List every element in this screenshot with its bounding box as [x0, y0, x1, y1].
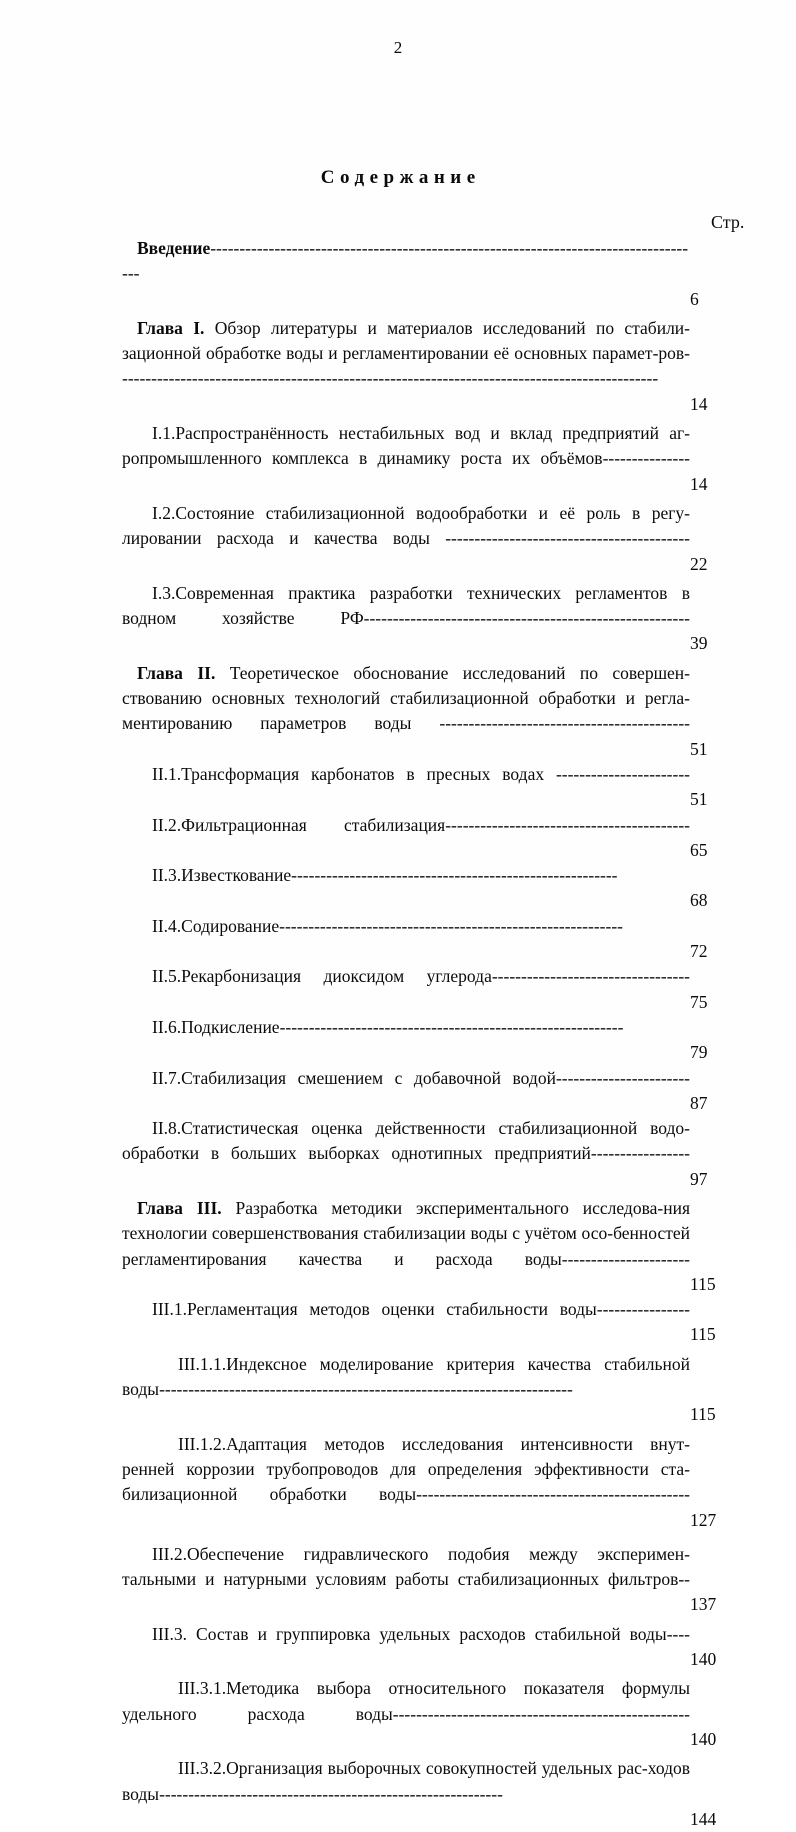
- toc-entry-title: III.3. Состав и группировка удельных расходов стабильной воды: [152, 1623, 667, 1644]
- toc-entry[interactable]: [122, 581, 734, 657]
- toc-entry-label: Глава III.: [137, 1197, 222, 1218]
- toc-entry-text: [122, 1196, 690, 1297]
- toc-entry-title: I.3.Современная практика разработки технических регламентов в водном хозяйстве РФ: [122, 582, 690, 629]
- toc-entry-text: [122, 914, 690, 965]
- toc-entry[interactable]: [122, 863, 734, 914]
- toc-entry-title: III.3.1.Методика выбора относительного показателя формулы удельного расхода воды: [122, 1678, 690, 1724]
- toc-entry-title: II.7.Стабилизация смешением с добавочной водой: [152, 1067, 556, 1088]
- toc-entry[interactable]: [122, 1116, 734, 1192]
- toc-entry-title: III.1.2.Адаптация методов исследования интенсивности внут-ренней коррозии трубопроводов для определения эффективности ста-билизационной обработки воды: [122, 1433, 690, 1505]
- toc-entry-page-number: 115: [690, 1273, 716, 1294]
- toc-entry-page-number: 51: [690, 738, 708, 759]
- toc-entry[interactable]: [122, 316, 734, 417]
- toc-entry-page-number: 79: [690, 1042, 708, 1063]
- toc-entry-page-number: 115: [690, 1324, 716, 1345]
- toc-entry-text: [122, 1116, 690, 1192]
- page-number-folio: 2: [393, 38, 403, 57]
- toc-leader-dashes: -----------------------------------------------------------: [159, 1783, 503, 1804]
- toc-entry[interactable]: [122, 1622, 734, 1673]
- toc-entry-text: [122, 1542, 690, 1618]
- toc-entry-page-number: 87: [690, 1092, 708, 1113]
- toc-entry[interactable]: [122, 1066, 734, 1117]
- toc-entry-page-number: 65: [690, 839, 708, 860]
- toc-leader-dashes: -----------------------------------------------: [416, 1484, 690, 1505]
- toc-entry-title: I.2.Состояние стабилизационной водообработки и её роль в регу-лировании расхода и качества воды: [122, 502, 690, 549]
- toc-entry-title: II.1.Трансформация карбонатов в пресных водах: [152, 763, 556, 784]
- toc-leader-dashes: -----------------------------------------------------------------------: [159, 1379, 573, 1400]
- toc-entry[interactable]: [122, 1015, 734, 1066]
- toc-entry[interactable]: [122, 1542, 734, 1618]
- toc-entry-label: Введение: [137, 238, 211, 258]
- toc-leader-dashes: -------------------------------------------: [439, 713, 690, 734]
- toc-entry-title: III.2.Обеспечение гидравлического подобия между эксперимен-тальными и натурными условиям работы стабилизационных фильтров: [122, 1543, 690, 1590]
- toc-leader-dashes: -----------------: [590, 1143, 690, 1164]
- toc-leader-dashes: --: [678, 1569, 690, 1590]
- toc-entry-page-number: 68: [690, 890, 708, 911]
- toc-leader-dashes: ------------------------------------------: [445, 528, 690, 549]
- toc-entry[interactable]: [122, 661, 734, 762]
- toc-entry-text: [122, 1352, 690, 1428]
- toc-entry-page-number: 22: [690, 553, 708, 574]
- toc-leader-dashes: --------------------------------------------------------: [363, 608, 690, 629]
- toc-entry-text: [122, 1297, 690, 1348]
- toc-entry-page-number: 144: [690, 1808, 717, 1829]
- toc-entry[interactable]: [122, 236, 734, 312]
- toc-entry-page-number: 127: [690, 1509, 717, 1530]
- toc-leader-dashes: -----------------------------------------------------------: [279, 915, 623, 936]
- toc-entry-text: [122, 501, 690, 577]
- toc-entry-text: [122, 1676, 690, 1752]
- toc-leader-dashes: ----------------: [596, 1299, 690, 1320]
- toc-entry-page-number: 115: [690, 1404, 716, 1425]
- toc-entry-page-number: 51: [690, 789, 708, 810]
- toc-entry-title: II.5.Рекарбонизация диоксидом углерода: [152, 966, 492, 987]
- toc-entry-title: III.3.2.Организация выборочных совокупностей удельных рас-ходов воды: [122, 1758, 690, 1804]
- toc-entry-text: [122, 236, 690, 312]
- toc-entry-text: [122, 421, 690, 497]
- toc-leader-dashes: -----------------------: [555, 1067, 690, 1088]
- toc-leader-dashes: -----------------------: [555, 763, 690, 784]
- toc-entry-text: [122, 1622, 690, 1673]
- toc-entry-page-number: 72: [690, 941, 708, 962]
- toc-entry-page-number: 137: [690, 1594, 717, 1615]
- toc-entry-title: III.1.1.Индексное моделирование критерия качества стабильной воды: [122, 1353, 690, 1400]
- toc-entry-page-number: 6: [690, 288, 699, 309]
- toc-entry[interactable]: [122, 964, 734, 1015]
- toc-entry-text: [122, 316, 690, 417]
- toc-entry[interactable]: [122, 914, 734, 965]
- pages-column-header: Стр.: [711, 212, 745, 232]
- toc-leader-dashes: ---------------: [602, 448, 690, 469]
- toc-entry-title: Теоретическое обоснование исследований по совершен-ствованию основных технологий стабилизационной обработки и регла-ментированию параметров воды: [122, 662, 691, 734]
- toc-leader-dashes: ----------------------: [561, 1248, 690, 1269]
- toc-entry[interactable]: [122, 421, 734, 497]
- toc-leader-dashes: ----: [666, 1623, 690, 1644]
- toc-entry-text: [122, 1015, 690, 1066]
- toc-entry-text: [122, 1066, 690, 1117]
- toc-leader-dashes: -------------------------------------------------------------------------------------: [122, 238, 689, 284]
- toc-entry-page-number: 14: [690, 473, 708, 494]
- toc-leader-dashes: ----------------------------------: [491, 966, 690, 987]
- toc-entry[interactable]: [122, 1297, 734, 1348]
- toc-entry-page-number: 14: [690, 393, 708, 414]
- toc-entry-page-number: 39: [690, 633, 708, 654]
- toc-entry[interactable]: [122, 1196, 734, 1297]
- toc-entry-text: [122, 762, 690, 813]
- toc-entry[interactable]: [122, 501, 734, 577]
- toc-leader-dashes: --------------------------------------------------------: [291, 865, 618, 886]
- toc-entry-title: Обзор литературы и материалов исследований по стабили-зационной обработке воды и регламентировании её основных парамет-ров: [122, 317, 690, 364]
- page-title: Содержание: [320, 167, 481, 188]
- toc-leader-dashes: ------------------------------------------: [445, 814, 690, 835]
- toc-entry-title: II.4.Содирование: [152, 915, 280, 936]
- table-of-contents: [122, 236, 734, 1832]
- toc-leader-dashes: ---------------------------------------------------------------------------------------------: [122, 343, 690, 389]
- toc-entry-title: Разработка методики экспериментального исследова-ния технологии совершенствования стабилизации воды с учётом осо-бенностей регламентирования качества и расхода воды: [122, 1197, 690, 1269]
- toc-entry-title: I.1.Распространённость нестабильных вод и вклад предприятий аг-ропромышленного комплекса в динамику роста их объёмов: [122, 423, 690, 469]
- toc-leader-dashes: ---------------------------------------------------: [392, 1703, 690, 1724]
- toc-entry[interactable]: [122, 813, 734, 864]
- toc-entry[interactable]: [122, 1756, 734, 1832]
- toc-entry-page-number: 140: [690, 1728, 717, 1749]
- toc-entry[interactable]: [122, 1676, 734, 1752]
- toc-entry-text: [122, 1432, 690, 1533]
- toc-entry[interactable]: [122, 762, 734, 813]
- toc-entry-page-number: 140: [690, 1649, 717, 1670]
- toc-entry-label: Глава II.: [137, 662, 216, 683]
- toc-entry[interactable]: [122, 1432, 734, 1533]
- toc-entry-text: [122, 813, 690, 864]
- toc-entry-text: [122, 863, 690, 914]
- toc-entry-text: [122, 581, 690, 657]
- toc-entry[interactable]: [122, 1352, 734, 1428]
- toc-entry-title: II.6.Подкисление: [152, 1016, 280, 1037]
- toc-entry-text: [122, 661, 690, 762]
- toc-entry-title: II.8.Статистическая оценка действенности стабилизационной водо-обработки в больших выборках однотипных предприятий: [122, 1118, 690, 1164]
- toc-entry-text: [122, 1756, 690, 1832]
- toc-entry-label: Глава I.: [137, 317, 205, 338]
- toc-entry-title: III.1.Регламентация методов оценки стабильности воды: [152, 1299, 597, 1320]
- toc-entry-page-number: 97: [690, 1168, 708, 1189]
- toc-entry-page-number: 75: [690, 991, 708, 1012]
- toc-entry-title: II.2.Фильтрационная стабилизация: [152, 814, 446, 835]
- toc-entry-text: [122, 964, 690, 1015]
- toc-leader-dashes: -----------------------------------------------------------: [279, 1016, 624, 1037]
- toc-entry-title: II.3.Известкование: [152, 865, 292, 886]
